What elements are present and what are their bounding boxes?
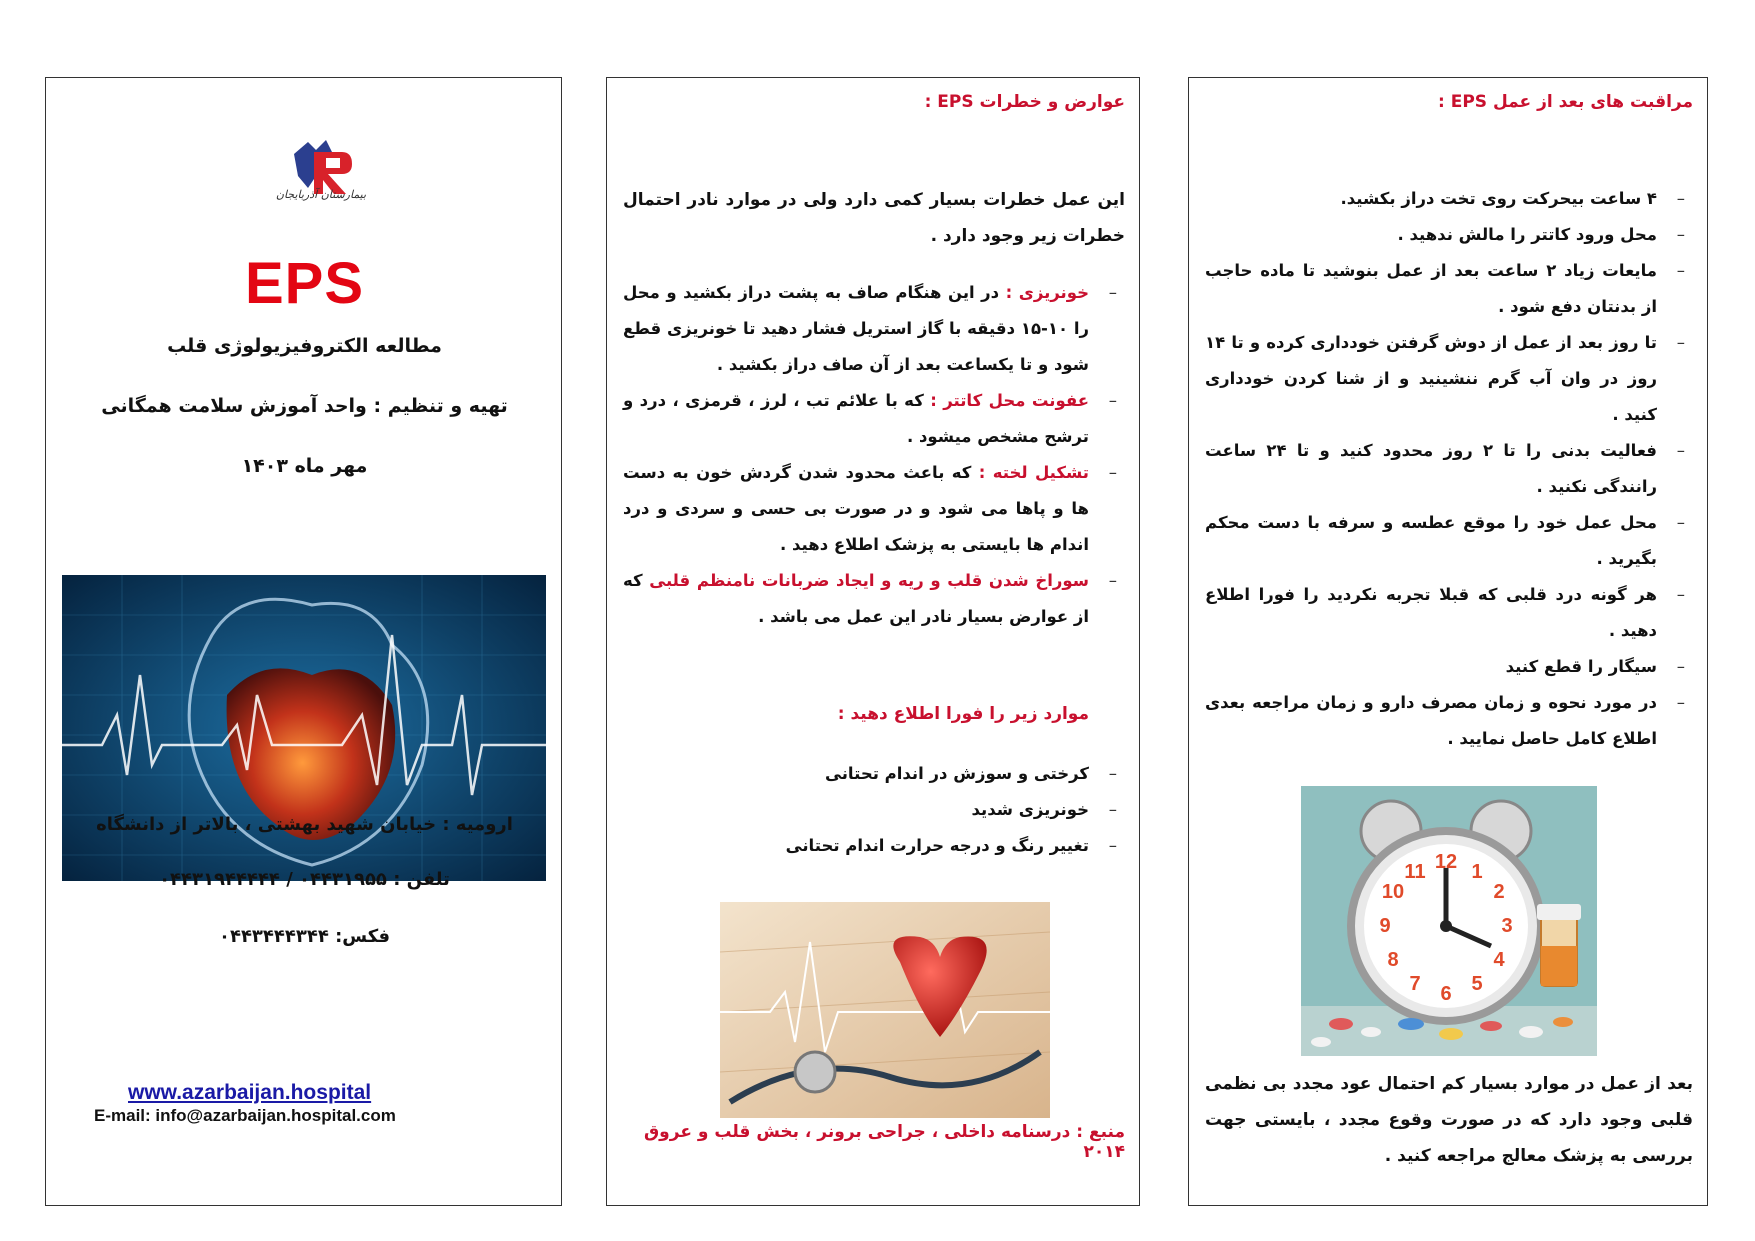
email-contact: E-mail: info@azarbaijan.hospital.com — [94, 1106, 396, 1125]
list-item: – محل عمل خود را موقع عطسه و سرفه با دست محکم بگیرید . — [1205, 505, 1693, 577]
care-list — [1205, 181, 1693, 757]
svg-text:11: 11 — [1404, 861, 1426, 883]
svg-text:7: 7 — [1409, 973, 1421, 995]
list-item: – فعالیت بدنی را تا ۲ روز محدود کنید و تا ۲۴ ساعت رانندگی نکنید . — [1205, 433, 1693, 505]
address: ارومیه : خیابان شهید بهشتی ، بالاتر از دانشگاه — [96, 814, 513, 835]
svg-text:1: 1 — [1471, 861, 1483, 883]
logo-caption: بیمارستان آذربایجان — [275, 188, 367, 201]
care-heading: مراقبت های بعد از عمل EPS : — [1438, 92, 1693, 112]
heart-stethoscope-image — [720, 902, 1050, 1118]
list-item: – تغییر رنگ و درجه حرارت اندام تحتانی — [623, 828, 1125, 864]
report-list — [623, 756, 1125, 864]
list-item: – در مورد نحوه و زمان مصرف دارو و زمان مراجعه بعدی اطلاع کامل حاصل نمایید . — [1205, 685, 1693, 757]
svg-text:8: 8 — [1387, 949, 1399, 971]
svg-text:10: 10 — [1381, 881, 1405, 903]
risk-title: خونریزی : — [1005, 283, 1089, 302]
list-item — [623, 383, 1125, 455]
subtitle: مطالعه الکتروفیزیولوژی قلب — [167, 335, 442, 357]
risk-text: که از عوارض بسیار نادر این عمل می باشد . — [623, 571, 1089, 626]
list-item: – تا روز بعد از عمل از دوش گرفتن خودداری کرده و تا ۱۴ روز در وان آب گرم ننشینید و از شنا کردن خودداری کنید . — [1205, 325, 1693, 433]
page-title: EPS — [244, 251, 365, 316]
risk-title: عفونت محل کاتتر : — [930, 391, 1089, 410]
risks-list — [623, 275, 1125, 635]
risks-intro: این عمل خطرات بسیار کمی دارد ولی در موارد نادر احتمال خطرات زیر وجود دارد . — [623, 190, 1125, 246]
svg-text:5: 5 — [1471, 973, 1483, 995]
list-item — [623, 455, 1125, 563]
svg-text:4: 4 — [1493, 949, 1505, 971]
cover-panel — [45, 77, 562, 1206]
source-citation: منبع : درسنامه داخلی ، جراحی برونر ، بخش قلب و عروق ۲۰۱۴ — [643, 1122, 1125, 1162]
fax: فکس: ۰۴۴۳۴۴۴۳۴۴ — [218, 926, 391, 947]
website-link[interactable]: www.azarbaijan.hospital — [128, 1081, 372, 1104]
svg-text:9: 9 — [1379, 915, 1391, 937]
phone: تلفن : ۰۴۴۳۱۹۵۵ / ۰۴۴۳۱۹۴۴۴۴۴ — [159, 869, 450, 890]
prepared-by: تهیه و تنظیم : واحد آموزش سلامت همگانی — [101, 395, 508, 417]
list-item: – مایعات زیاد ۲ ساعت بعد از عمل بنوشید تا ماده حاجب از بدنتان دفع شود . — [1205, 253, 1693, 325]
list-item: – هر گونه درد قلبی که قبلا تجربه نکردید را فورا اطلاع دهید . — [1205, 577, 1693, 649]
risk-title: سوراخ شدن قلب و ریه و ایجاد ضربانات نامنظم قلبی — [649, 571, 1089, 590]
risks-heading: عوارض و خطرات EPS : — [924, 92, 1125, 112]
heart-ecg-image — [62, 575, 546, 881]
svg-text:12: 12 — [1434, 851, 1458, 873]
risk-text: در این هنگام صاف به پشت دراز بکشید و محل را ۱۰-۱۵ دقیقه با گاز استریل فشار دهید تا خونریزی قطع شود و تا یکساعت بعد از آن صاف دراز بکشید . — [623, 283, 1090, 374]
risk-text: که با علائم تب ، لرز ، قرمزی ، درد و ترشح مشخص میشود . — [623, 391, 1089, 446]
risks-panel — [606, 77, 1140, 1206]
list-item: – خونریزی شدید — [623, 792, 1125, 828]
svg-text:3: 3 — [1501, 915, 1513, 937]
list-item: – ۴ ساعت بیحرکت روی تخت دراز بکشید. — [1205, 181, 1693, 217]
risk-title: تشکیل لخته : — [978, 463, 1089, 482]
list-item: – سیگار را قطع کنید — [1205, 649, 1693, 685]
list-item: – کرختی و سوزش در اندام تحتانی — [623, 756, 1125, 792]
care-panel — [1188, 77, 1708, 1206]
closing-note: بعد از عمل در موارد بسیار کم احتمال عود مجدد بی نظمی قلبی وجود دارد که در صورت وقوع مجدد ، بایستی جهت بررسی به پزشک معالج مراجعه کنید . — [1205, 1074, 1693, 1166]
svg-text:2: 2 — [1493, 881, 1505, 903]
list-item — [623, 563, 1125, 635]
list-item: – محل ورود کاتتر را مالش ندهید . — [1205, 217, 1693, 253]
alarm-clock-pills-image — [1301, 786, 1597, 1056]
report-heading: موارد زیر را فورا اطلاع دهید : — [837, 704, 1089, 724]
list-item — [623, 275, 1125, 383]
publish-date: مهر ماه ۱۴۰۳ — [241, 455, 368, 477]
svg-text:6: 6 — [1440, 983, 1452, 1005]
risk-text: که باعث محدود شدن گردش خون به دست ها و پاها می شود و در صورت بی حسی و سردی و درد اندام ها بایستی به پزشک اطلاع دهید . — [623, 463, 1089, 554]
